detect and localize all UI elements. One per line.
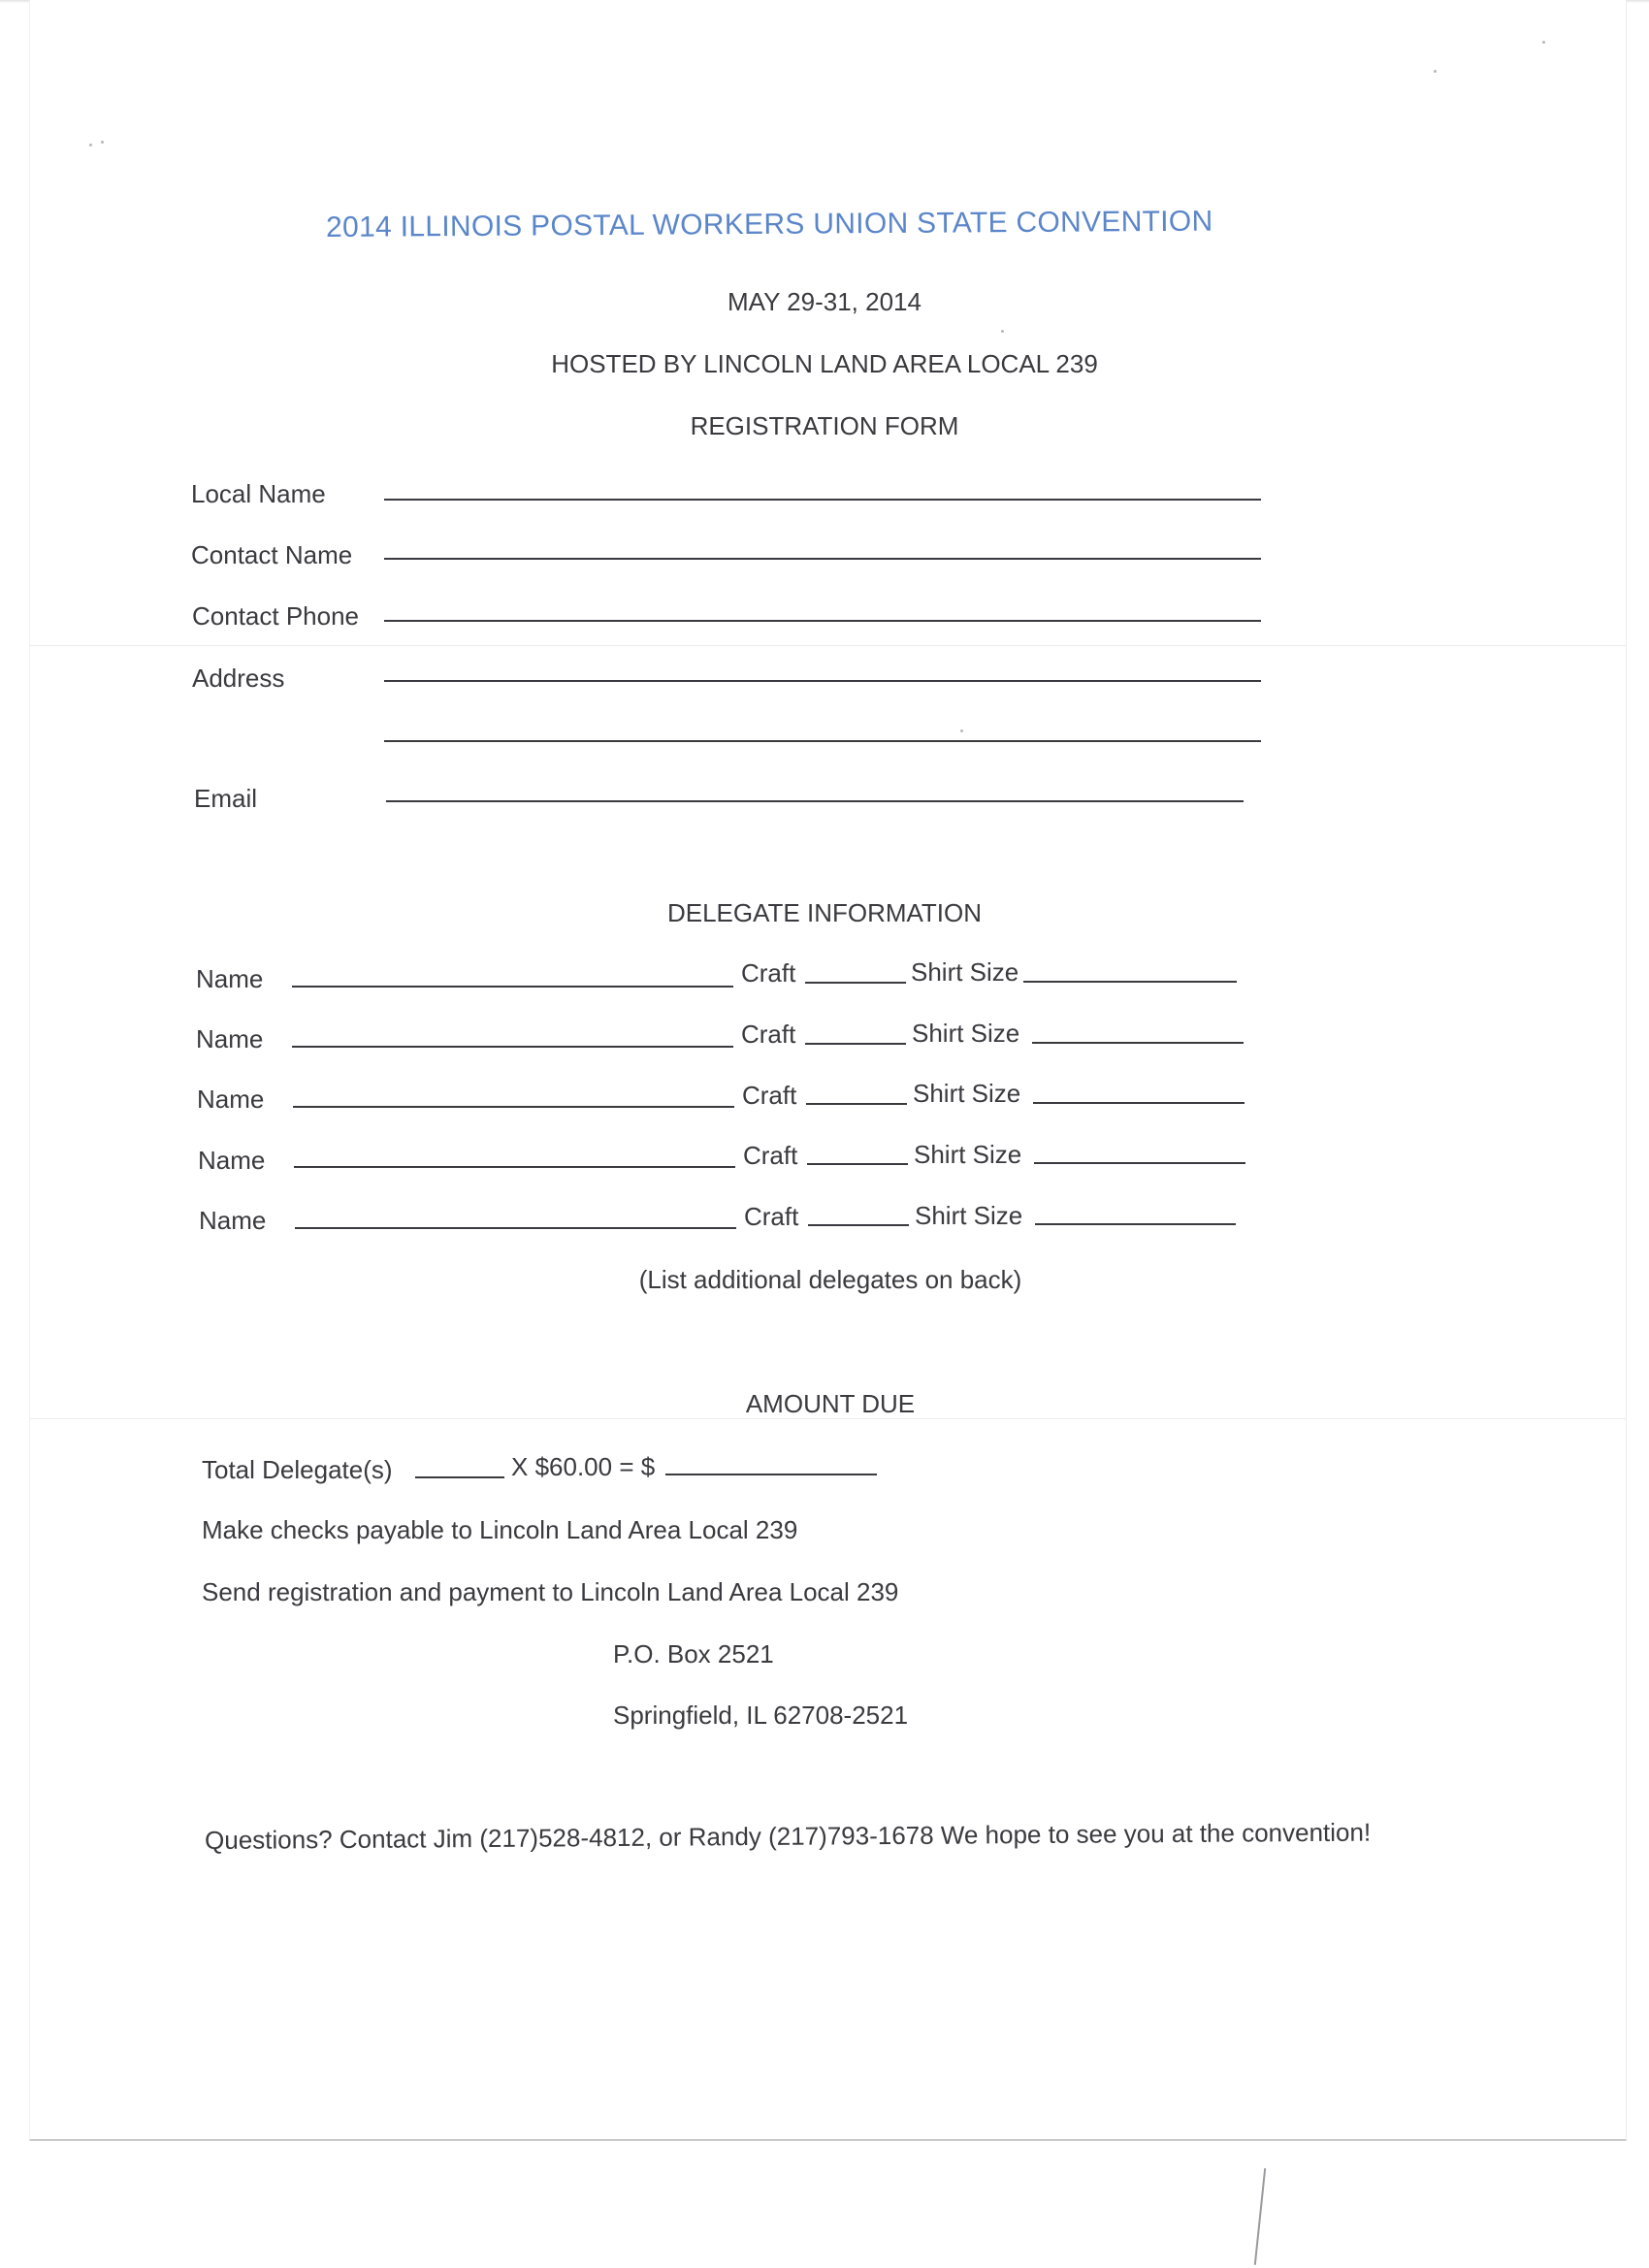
total-delegates-label: Total Delegate(s) — [202, 1455, 393, 1484]
delegate-shirt-size-label: Shirt Size — [912, 1019, 1020, 1048]
delegate-shirt-size-field[interactable] — [1035, 1223, 1236, 1225]
scan-artifact-line — [1254, 2168, 1266, 2265]
address-field-line-1[interactable] — [384, 680, 1261, 682]
delegate-name-label: Name — [197, 1085, 265, 1114]
scan-speck — [960, 729, 963, 732]
convention-dates: MAY 29-31, 2014 — [728, 287, 922, 316]
delegate-name-label: Name — [199, 1206, 267, 1235]
contact-phone-label: Contact Phone — [192, 601, 360, 631]
delegate-row — [0, 1020, 1649, 1058]
paper-fold-line — [30, 645, 1626, 646]
amount-total-field[interactable] — [665, 1474, 877, 1475]
convention-title: 2014 ILLINOIS POSTAL WORKERS UNION STATE CONVENTION — [326, 205, 1213, 243]
delegate-name-field[interactable] — [294, 1166, 735, 1168]
po-box-text: P.O. Box 2521 — [613, 1639, 774, 1669]
scan-speck — [1434, 70, 1437, 73]
delegate-craft-field[interactable] — [808, 1224, 909, 1226]
email-label: Email — [194, 784, 258, 813]
delegate-craft-label: Craft — [741, 1020, 796, 1049]
additional-delegates-note: (List additional delegates on back) — [638, 1265, 1022, 1294]
delegate-row — [0, 1203, 1649, 1242]
host-line: HOSTED BY LINCOLN LAND AREA LOCAL 239 — [551, 349, 1098, 378]
email-field[interactable] — [386, 800, 1244, 802]
amount-due-heading: AMOUNT DUE — [745, 1389, 916, 1418]
delegate-info-heading: DELEGATE INFORMATION — [666, 898, 983, 927]
delegate-shirt-size-label: Shirt Size — [915, 1201, 1023, 1230]
delegate-name-field[interactable] — [293, 1106, 734, 1108]
scan-speck — [89, 144, 92, 146]
total-delegates-field[interactable] — [415, 1476, 504, 1478]
delegate-name-field[interactable] — [292, 1046, 733, 1048]
delegate-name-label: Name — [196, 964, 264, 993]
delegate-name-label: Name — [198, 1146, 266, 1175]
delegate-craft-field[interactable] — [805, 982, 906, 984]
delegate-name-field[interactable] — [292, 986, 733, 988]
delegate-craft-label: Craft — [742, 1081, 797, 1110]
delegate-craft-label: Craft — [744, 1202, 799, 1231]
delegate-shirt-size-label: Shirt Size — [913, 1079, 1021, 1108]
delegate-shirt-size-field[interactable] — [1023, 981, 1237, 983]
delegate-craft-field[interactable] — [805, 1043, 906, 1045]
scan-speck — [1542, 41, 1545, 44]
contact-phone-field[interactable] — [384, 620, 1261, 622]
delegate-row — [0, 1142, 1649, 1181]
address-field-line-2[interactable] — [384, 740, 1261, 742]
delegate-name-label: Name — [196, 1024, 264, 1053]
delegate-craft-label: Craft — [743, 1141, 798, 1170]
scan-speck — [1001, 330, 1004, 333]
delegate-shirt-size-field[interactable] — [1032, 1042, 1244, 1044]
city-text: Springfield, IL 62708-2521 — [613, 1701, 909, 1730]
address-label: Address — [192, 664, 285, 693]
checks-payable-text: Make checks payable to Lincoln Land Area Local 239 — [202, 1515, 798, 1544]
form-name: REGISTRATION FORM — [690, 411, 959, 440]
delegate-craft-field[interactable] — [806, 1103, 907, 1105]
local-name-label: Local Name — [191, 479, 326, 508]
send-to-text: Send registration and payment to Lincoln Land Area Local 239 — [202, 1577, 899, 1606]
registration-form-sheet — [29, 0, 1627, 2141]
contact-name-field[interactable] — [384, 558, 1261, 560]
delegate-shirt-size-field[interactable] — [1034, 1162, 1245, 1164]
delegate-shirt-size-label: Shirt Size — [914, 1140, 1022, 1169]
delegate-row — [0, 958, 1649, 997]
contact-name-label: Contact Name — [191, 540, 353, 569]
local-name-field[interactable] — [384, 499, 1261, 501]
delegate-craft-label: Craft — [741, 958, 796, 988]
delegate-shirt-size-field[interactable] — [1033, 1102, 1245, 1104]
delegate-row — [0, 1081, 1649, 1119]
delegate-shirt-size-label: Shirt Size — [911, 957, 1019, 987]
delegate-craft-field[interactable] — [807, 1163, 908, 1165]
questions-contact-text: Questions? Contact Jim (217)528-4812, or Randy (217)793-1678 We hope to see you at the convention! — [205, 1817, 1372, 1855]
scan-speck — [101, 141, 104, 144]
price-label: X $60.00 = $ — [511, 1452, 656, 1481]
delegate-name-field[interactable] — [295, 1227, 736, 1229]
